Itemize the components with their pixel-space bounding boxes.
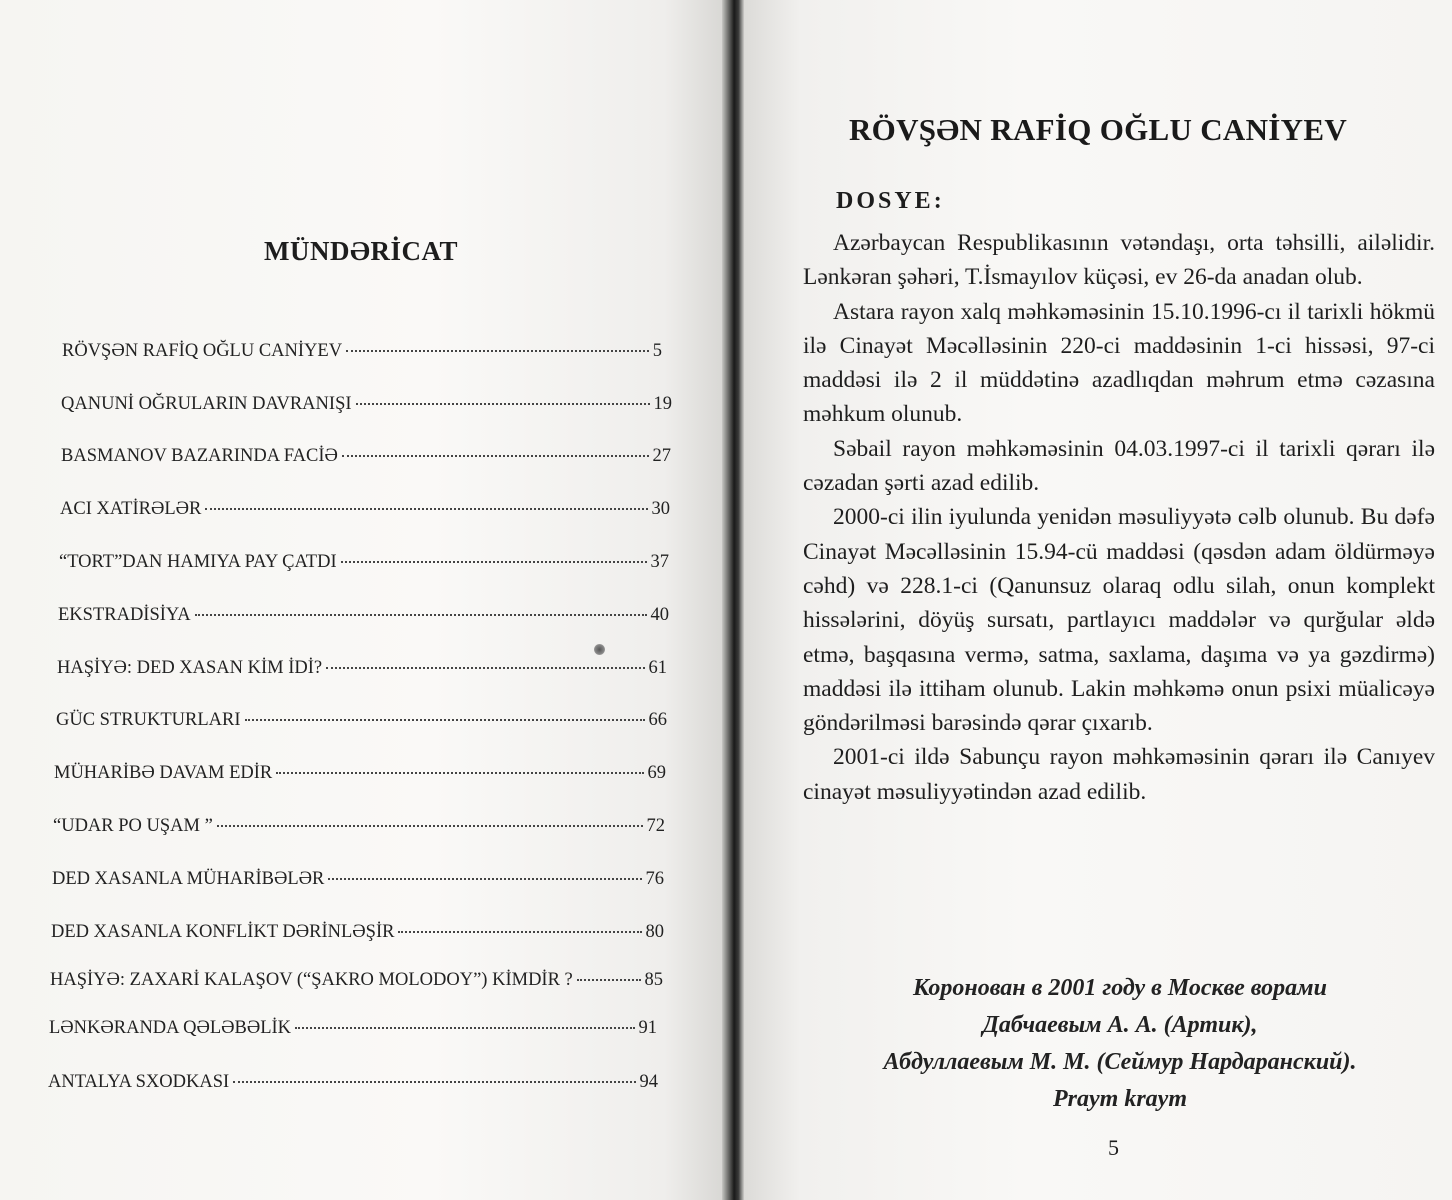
toc-leader-dots (341, 561, 647, 563)
body-paragraph: 2001-ci ildə Sabunçu rayon məhkəməsinin qərarı ilə Canıyev cinayət məsuliyyətindən azad edilib. (803, 744, 1435, 805)
toc-leader-dots (346, 350, 649, 352)
toc-entry[interactable] (61, 446, 671, 467)
toc-entry-page: 72 (646, 816, 665, 836)
toc-entry[interactable] (59, 552, 669, 573)
toc-entry[interactable] (56, 710, 667, 731)
dosye-heading: DOSYE: (836, 188, 945, 214)
toc-leader-dots (295, 1027, 634, 1029)
toc-entry-page: 91 (638, 1018, 657, 1038)
toc-entry[interactable] (53, 816, 665, 837)
toc-entry-page: 94 (639, 1072, 658, 1092)
toc-entry-page: 37 (650, 552, 669, 572)
toc-leader-dots (217, 825, 643, 827)
toc-leader-dots (342, 455, 649, 457)
toc-entry-label: GÜC STRUKTURLARI (56, 710, 241, 730)
toc-entry-page: 19 (653, 394, 672, 414)
toc-entry-page: 5 (652, 341, 662, 361)
toc-leader-dots (328, 878, 641, 880)
toc-leader-dots (577, 979, 641, 981)
toc-entry-label: EKSTRADİSİYA (58, 605, 191, 625)
toc-leader-dots (195, 614, 647, 616)
article-body (803, 226, 1435, 809)
toc-entry-label: RÖVŞƏN RAFİQ OĞLU CANİYEV (62, 341, 343, 361)
toc-entry-label: HAŞİYƏ: DED XASAN KİM İDİ? (57, 658, 323, 678)
body-paragraph: Səbail rayon məhkəməsinin 04.03.1997-ci il tarixli qərarı ilə cəzadan şərti azad edilib. (803, 435, 1435, 497)
toc-entry[interactable] (51, 922, 664, 943)
toc-entry-label: DED XASANLA MÜHARİBƏLƏR (52, 869, 325, 889)
toc-entry[interactable] (57, 658, 667, 679)
toc-entry[interactable] (49, 1018, 657, 1039)
toc-entry[interactable] (54, 763, 666, 784)
toc-entry-page: 40 (650, 605, 669, 625)
toc-title: MÜNDƏRİCAT (264, 236, 458, 266)
toc-entry[interactable] (48, 1072, 658, 1093)
toc-leader-dots (326, 667, 644, 669)
toc-entry[interactable] (61, 394, 672, 415)
coronation-line: Praym kraym (1053, 1086, 1187, 1112)
toc-entry-label: ANTALYA SXODKASI (48, 1072, 230, 1092)
toc-entry-page: 30 (651, 499, 670, 519)
toc-entry-page: 85 (644, 970, 663, 990)
toc-entry[interactable] (52, 869, 664, 890)
toc-entry-page: 80 (645, 922, 664, 942)
toc-entry[interactable] (58, 605, 669, 626)
toc-entry-label: QANUNİ OĞRULARIN DAVRANIŞI (61, 394, 352, 414)
toc-entry-label: ACI XATİRƏLƏR (60, 499, 202, 519)
coronation-line: Дабчаевым А. А. (Артик), (982, 1012, 1258, 1038)
toc-entry-label: HAŞİYƏ: ZAXARİ KALAŞOV (“ŞAKRO MOLODOY”) KİMDİR ? (50, 970, 573, 990)
toc-entry-label: MÜHARİBƏ DAVAM EDİR (54, 763, 273, 783)
paper-spot (594, 644, 605, 655)
coronation-line: Абдуллаевым М. М. (Сеймур Нардаранский). (883, 1049, 1357, 1075)
toc-entry-page: 66 (648, 710, 667, 730)
toc-entry[interactable] (50, 970, 663, 991)
toc-leader-dots (398, 931, 641, 933)
toc-entry-page: 76 (645, 869, 664, 889)
body-paragraph: Astara rayon xalq məhkəməsinin 15.10.1996-cı il tarixli hökmü ilə Cinayət Məcəlləsinin 220-ci maddəsinin 1-ci hissəsi, 97-ci maddəsi ilə 2 il müddətinə azadlıqdan məhrum etmə cəzasına məhkum olunub. (803, 298, 1435, 428)
toc-entry-label: BASMANOV BAZARINDA FACİƏ (61, 446, 338, 466)
toc-entry-label: DED XASANLA KONFLİKT DƏRİNLƏŞİR (51, 922, 395, 942)
toc-leader-dots (245, 719, 645, 721)
toc-leader-dots (205, 508, 647, 510)
toc-entry[interactable] (62, 341, 662, 362)
book-gutter (722, 0, 744, 1200)
toc-entry-page: 61 (648, 658, 667, 678)
toc-entry-label: LƏNKƏRANDA QƏLƏBƏLİK (49, 1018, 292, 1038)
toc-leader-dots (233, 1081, 635, 1083)
toc-entry-page: 69 (647, 763, 666, 783)
toc-leader-dots (276, 772, 643, 774)
page-number: 5 (1108, 1135, 1119, 1160)
toc-entry-label: “UDAR PO UŞAM ” (53, 816, 213, 836)
toc-entry-page: 27 (652, 446, 671, 466)
coronation-line: Коронован в 2001 году в Москве ворами (913, 975, 1327, 1001)
body-paragraph: 2000-ci ilin iyulunda yenidən məsuliyyətə cəlb olunub. Bu dəfə Cinayət Məcəlləsinin 15.94-cü maddəsi (qəsdən adam öldürməyə cəhd) və 228.1-ci (Qanunsuz olaraq odlu silah, onun komplekt hissələrini, döyüş sursatı, partlayıcı maddələr və qurğular əldə etmə, başqasına vermə, satma, saxlama, daşıma və ya gəzdirmə) maddəsi ilə ittiham olunub. Lakin məhkəmə onun psixi müalicəyə göndərilməsi barəsində qərar çıxarıb. (803, 504, 1435, 737)
article-title: RÖVŞƏN RAFİQ OĞLU CANİYEV (848, 112, 1348, 147)
toc-entry[interactable] (60, 499, 670, 520)
coronation-note (800, 970, 1440, 1118)
body-paragraph: Azərbaycan Respublikasının vətəndaşı, orta təhsilli, ailəlidir. Lənkəran şəhəri, T.İsmayılov küçəsi, ev 26-da anadan olub. (803, 230, 1435, 291)
toc-entry-label: “TORT”DAN HAMIYA PAY ÇATDI (59, 552, 337, 572)
toc-leader-dots (356, 403, 650, 405)
